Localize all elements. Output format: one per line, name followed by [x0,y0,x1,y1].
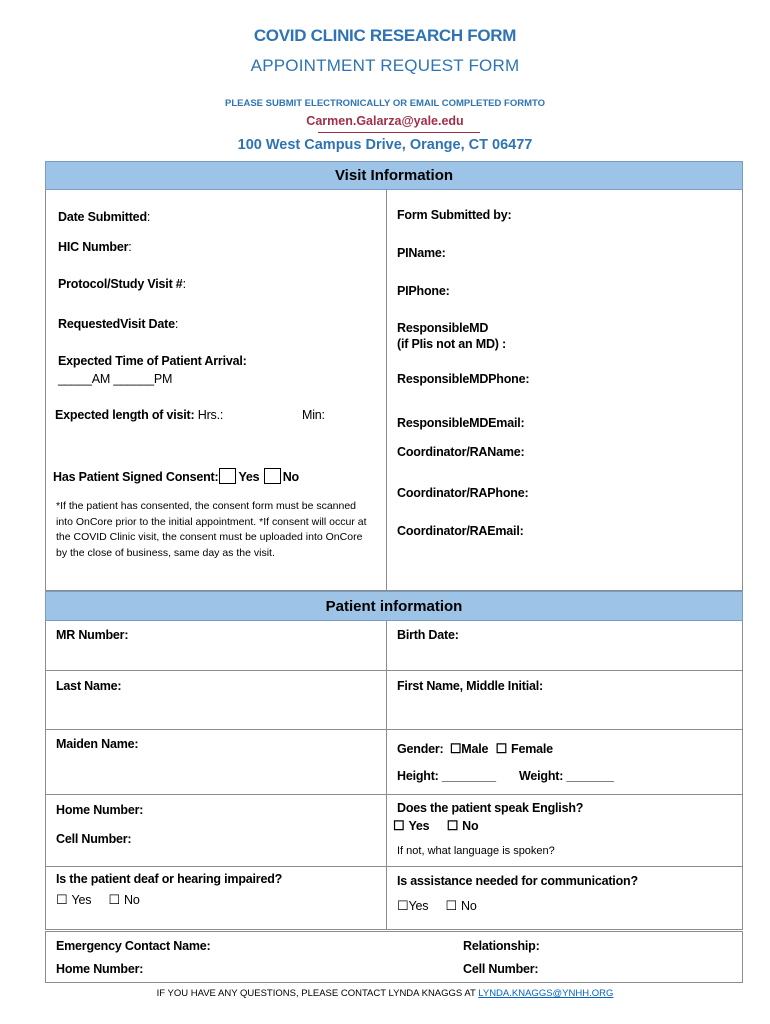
submission-email[interactable]: Carmen.Galarza@yale.edu [306,114,464,128]
speak-english-options: ☐ Yes ☐ No [393,818,479,833]
weight-field: Weight: _______ [519,769,614,783]
consent-no-checkbox[interactable] [264,468,281,484]
form-subtitle: APPOINTMENT REQUEST FORM [250,56,520,75]
assistance-no-checkbox[interactable]: ☐ [445,898,458,913]
female-checkbox[interactable]: ☐ [495,741,508,756]
last-name-label: Last Name: [56,679,122,693]
row-divider-2 [45,729,743,730]
birth-date-label: Birth Date: [397,628,459,642]
english-no-checkbox[interactable]: ☐ [446,818,459,833]
minutes-label: Min: [302,408,325,422]
pi-name-label: PIName: [397,246,446,260]
consent-note: *If the patient has consented, the consent form must be scanned into OnCore prior to the initial appointment. *If consent will occur at the COVID Clinic visit, the consent must be uploaded into OnCore by the close of business, same day as the visit. [56,500,367,559]
relationship-label: Relationship: [463,939,540,953]
emergency-contact-name-label: Emergency Contact Name: [56,939,211,953]
protocol-label: Protocol/Study Visit #: [58,277,186,291]
cell-number-label: Cell Number: [56,832,132,846]
expected-time-label: Expected Time of Patient Arrival: [58,354,247,368]
english-yes-checkbox[interactable]: ☐ [393,818,405,833]
assistance-yes-checkbox[interactable]: ☐ [397,898,409,913]
expected-time-blanks: _____AM ______PM [58,372,173,386]
maiden-name-label: Maiden Name: [56,737,139,751]
clinic-address: 100 West Campus Drive, Orange, CT 06477 [237,137,533,153]
date-submitted-label: Date Submitted: [58,210,151,224]
patient-column-divider [386,621,387,930]
row-divider-4 [45,866,743,867]
footer-email-link[interactable]: LYNDA.KNAGGS@YNHH.ORG [478,988,614,999]
emergency-home-number-label: Home Number: [56,962,144,976]
visit-information-header [45,161,743,190]
deaf-question: Is the patient deaf or hearing impaired? [56,872,283,886]
patient-information-header [45,591,743,621]
row-divider-1 [45,670,743,671]
home-number-label: Home Number: [56,803,144,817]
mr-number-label: MR Number: [56,628,129,642]
coordinator-phone-label: Coordinator/RAPhone: [397,486,529,500]
responsible-md-email-label: ResponsibleMDEmail: [397,416,525,430]
deaf-yes-checkbox[interactable]: ☐ [56,892,68,907]
emergency-cell-number-label: Cell Number: [463,962,539,976]
responsible-md-phone-label: ResponsibleMDPhone: [397,372,530,386]
visit-information-title: Visit Information [334,167,454,184]
consent-yes-checkbox[interactable] [219,468,236,484]
deaf-no-checkbox[interactable]: ☐ [108,892,121,907]
expected-length-label: Expected length of visit: Hrs.: [55,408,224,422]
speak-english-question: Does the patient speak English? [397,801,584,815]
male-checkbox[interactable]: ☐ [449,741,462,756]
first-name-label: First Name, Middle Initial: [397,679,544,693]
form-title: COVID CLINIC RESEARCH FORM [253,26,517,45]
email-underline [318,132,480,133]
language-spoken-label: If not, what language is spoken? [397,845,555,857]
responsible-md-label: ResponsibleMD [397,321,489,335]
coordinator-email-label: Coordinator/RAEmail: [397,524,524,538]
assistance-question: Is assistance needed for communication? [397,874,638,888]
coordinator-name-label: Coordinator/RAName: [397,445,525,459]
deaf-options: ☐ Yes ☐ No [56,892,140,907]
height-field: Height: ________ [397,769,496,783]
pi-phone-label: PIPhone: [397,284,450,298]
row-divider-3 [45,794,743,795]
gender-row: Gender: ☐Male ☐ Female [397,741,553,756]
assistance-options: ☐Yes ☐ No [397,898,477,913]
submit-instructions: PLEASE SUBMIT ELECTRONICALLY OR EMAIL COMPLETED FORMTO [224,98,546,109]
requested-visit-date-label: RequestedVisit Date: [58,317,179,331]
footer-text: IF YOU HAVE ANY QUESTIONS, PLEASE CONTACT LYNDA KNAGGS AT [156,988,476,999]
visit-column-divider [386,190,387,591]
form-submitted-by-label: Form Submitted by: [397,208,512,222]
footer-contact [0,988,770,999]
responsible-md-note: (if PIis not an MD) : [397,337,506,351]
hic-number-label: HIC Number: [58,240,132,254]
consent-question: Has Patient Signed Consent: Yes No [53,470,299,484]
patient-information-title: Patient information [325,598,463,615]
